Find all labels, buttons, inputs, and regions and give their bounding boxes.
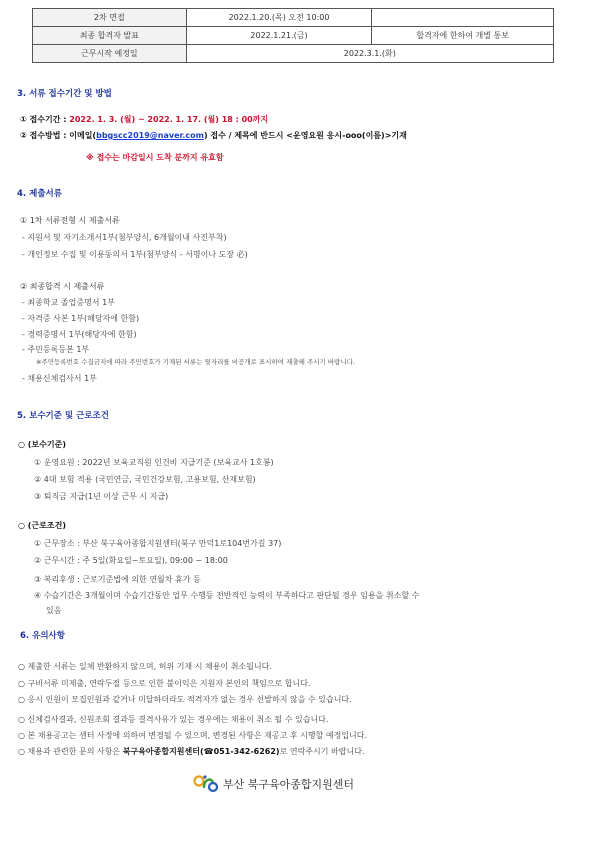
period-value: 2022. 1. 3. (월) ~ 2022. 1. 17. (월) 18 : 00까지	[69, 115, 269, 124]
list-item: ④ 수습기간은 3개월이며 수습기간동안 업무 수행등 전반적인 능력이 부족하다고 판단될 경우 임용을 취소할 수	[34, 591, 420, 600]
section-6-title: 6. 유의사항	[20, 631, 65, 641]
section-4-title: 4. 제출서류	[17, 189, 62, 199]
schedule-step: 최종 합격자 발표	[33, 27, 187, 45]
list-item: ○ 응시 인원이 모집인원과 같거나 미달하더라도 적격자가 없는 경우 선발하지 않을 수 있습니다.	[18, 695, 352, 704]
list-item: ② 4대 보험 적용 (국민연금, 국민건강보험, 고용보험, 산재보험)	[34, 475, 256, 484]
list-item: ○ 신체검사결과, 신원조회 결과등 결격사유가 있는 경우에는 채용이 취소 될 수 있습니다.	[18, 715, 329, 724]
list-item: ○ 본 채용공고는 센터 사정에 의하여 변경될 수 있으며, 변경된 사항은 재공고 후 시행할 예정입니다.	[18, 731, 368, 740]
list-item: - 채용신체검사서 1부	[22, 374, 97, 383]
period-label: ① 접수기간 :	[20, 115, 70, 124]
schedule-date: 2022.1.20.(목) 오전 10:00	[186, 9, 372, 27]
schedule-note	[372, 9, 554, 27]
list-item: - 개인정보 수집 및 이용동의서 1부(첨부양식 - 서명이나 도장 必)	[22, 250, 248, 259]
schedule-date: 2022.3.1.(화)	[186, 45, 553, 63]
work-heading: ○ (근로조건)	[18, 521, 66, 530]
contact-prefix: ○ 채용과 관련한 문의 사항은	[18, 747, 123, 756]
schedule-step: 2차 면접	[33, 9, 187, 27]
organization-name: 부산 북구육아종합지원센터	[223, 778, 355, 791]
contact-info	[18, 746, 365, 757]
submission-period	[20, 114, 268, 125]
center-logo-icon	[193, 773, 219, 795]
list-item: ③ 퇴직금 지급(1년 이상 근무 시 지급)	[34, 492, 169, 501]
pay-heading: ○ (보수기준)	[18, 440, 66, 449]
first-docs-heading: ① 1차 서류전형 시 제출서류	[20, 216, 120, 225]
section-3-title: 3. 서류 접수기간 및 방법	[17, 89, 112, 99]
table-row	[33, 27, 554, 45]
list-item: ① 근무장소 : 부산 북구육아종합지원센터(북구 만덕1로104번가길 37)	[34, 539, 282, 548]
list-item: ○ 구비서류 미제출, 연락두절 등으로 인한 불이익은 지원자 본인의 책임으로 합니다.	[18, 679, 311, 688]
list-item: - 경력증명서 1부(해당자에 한함)	[22, 330, 137, 339]
resident-number-note: ※주민등록번호 수집금지에 따라 주민번호가 기재된 서류는 뒷자리를 비공개로 표시하여 제출해 주시기 바랍니다.	[36, 358, 356, 366]
footer	[193, 774, 354, 794]
list-item: - 최종학교 졸업증명서 1부	[22, 298, 115, 307]
list-item: ② 근무시간 : 주 5일(화요일~토요일), 09:00 ~ 18:00	[34, 556, 228, 565]
deadline-notice: ※ 접수는 마감일시 도착 분까지 유효함	[86, 153, 224, 162]
table-row	[33, 9, 554, 27]
list-item-continued: 있음	[46, 606, 62, 615]
list-item: ③ 복리후생 : 근로기준법에 의한 연월차 휴가 등	[34, 575, 201, 584]
list-item: - 지원서 및 자기소개서1부(첨부양식, 6개월이내 사진부착)	[22, 233, 227, 242]
schedule-date: 2022.1.21.(금)	[186, 27, 372, 45]
table-row	[33, 45, 554, 63]
list-item: - 자격증 사본 1부(해당자에 한함)	[22, 314, 140, 323]
section-5-title: 5. 보수기준 및 근로조건	[17, 411, 109, 421]
submission-method	[20, 130, 407, 141]
method-suffix: ) 접수 / 제목에 반드시 <운영요원 응시-ooo(이름)>기재	[203, 131, 407, 140]
list-item: ① 운영요원 : 2022년 보육교직원 인건비 지급기준 (보육교사 1호봉)	[34, 458, 274, 467]
list-item: - 주민등록등본 1부	[22, 345, 90, 354]
list-item: ○ 제출한 서류는 일체 반환하지 않으며, 허위 기재 시 채용이 취소됩니다.	[18, 662, 272, 671]
contact-suffix: 로 연락주시기 바랍니다.	[279, 747, 365, 756]
email-link[interactable]: bbgscc2019@naver.com	[96, 131, 204, 140]
final-docs-heading: ② 최종합격 시 제출서류	[20, 282, 105, 291]
schedule-step: 근무시작 예정일	[33, 45, 187, 63]
contact-center: 북구육아종합지원센터(☎051-342-6262)	[122, 747, 280, 756]
schedule-note: 합격자에 한하여 개별 통보	[372, 27, 554, 45]
method-prefix: ② 접수방법 : 이메일(	[20, 131, 97, 140]
schedule-table	[32, 8, 554, 63]
